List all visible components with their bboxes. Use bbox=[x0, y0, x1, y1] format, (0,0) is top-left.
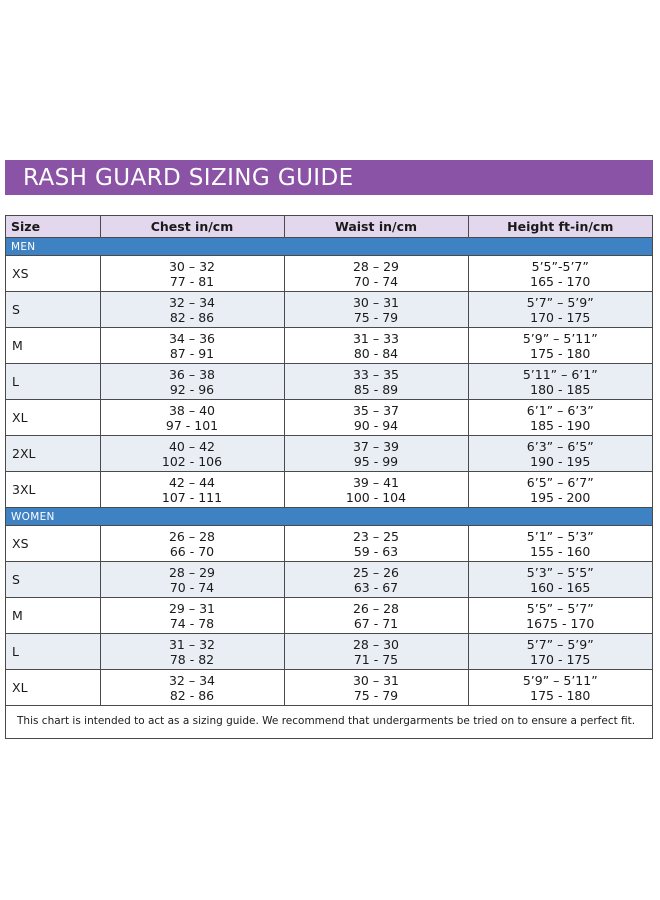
height-cell bbox=[468, 364, 652, 400]
waist-in: 26 – 28 bbox=[352, 600, 399, 616]
waist-in: 30 – 31 bbox=[352, 294, 399, 310]
waist-cell bbox=[284, 256, 468, 292]
chest-in: 26 – 28 bbox=[168, 528, 215, 544]
chest-in: 28 – 29 bbox=[168, 564, 215, 580]
height-cell bbox=[468, 598, 652, 634]
disclaimer-note: This chart is intended to act as a sizing guide. We recommend that undergarments be tried on to ensure a perfect fit. bbox=[17, 715, 636, 727]
chest-cm: 97 - 101 bbox=[165, 417, 219, 433]
chest-cm: 74 - 78 bbox=[169, 615, 215, 631]
height-cm: 180 - 185 bbox=[530, 381, 591, 397]
chest-cm: 107 - 111 bbox=[161, 489, 223, 505]
chest-in: 29 – 31 bbox=[168, 600, 215, 616]
waist-cm: 75 - 79 bbox=[353, 687, 399, 703]
height-cell bbox=[468, 400, 652, 436]
height-cell bbox=[468, 634, 652, 670]
waist-in: 37 – 39 bbox=[352, 438, 399, 454]
chest-in: 32 – 34 bbox=[168, 672, 215, 688]
table-row bbox=[6, 364, 652, 400]
chest-cell bbox=[100, 328, 284, 364]
height-ft-in: 5’1” – 5’3” bbox=[526, 528, 594, 544]
waist-cell bbox=[284, 400, 468, 436]
waist-cm: 80 - 84 bbox=[353, 345, 399, 361]
height-cm: 185 - 190 bbox=[530, 417, 591, 433]
chest-cm: 66 - 70 bbox=[169, 543, 215, 559]
waist-cell bbox=[284, 598, 468, 634]
table-row bbox=[6, 400, 652, 436]
height-ft-in: 5’3” – 5’5” bbox=[526, 564, 594, 580]
height-cell bbox=[468, 292, 652, 328]
waist-cell bbox=[284, 292, 468, 328]
chest-cell bbox=[100, 292, 284, 328]
height-cm: 170 - 175 bbox=[530, 651, 591, 667]
chest-in: 34 – 36 bbox=[168, 330, 215, 346]
waist-cell bbox=[284, 670, 468, 706]
waist-in: 23 – 25 bbox=[352, 528, 399, 544]
column-header-size: Size bbox=[6, 216, 100, 238]
table-row bbox=[6, 328, 652, 364]
table-row bbox=[6, 598, 652, 634]
size-cell: XL bbox=[6, 670, 100, 706]
waist-cm: 90 - 94 bbox=[353, 417, 399, 433]
chest-cm: 70 - 74 bbox=[169, 579, 215, 595]
chest-in: 36 – 38 bbox=[168, 366, 215, 382]
table-row bbox=[6, 472, 652, 508]
header-row bbox=[6, 216, 652, 238]
height-ft-in: 6’3” – 6’5” bbox=[526, 438, 594, 454]
height-cell bbox=[468, 526, 652, 562]
chest-cm: 78 - 82 bbox=[169, 651, 215, 667]
column-header-waist: Waist in/cm bbox=[284, 216, 468, 238]
waist-in: 28 – 29 bbox=[352, 258, 399, 274]
waist-in: 35 – 37 bbox=[352, 402, 399, 418]
chest-cm: 92 - 96 bbox=[169, 381, 215, 397]
section-row-men bbox=[6, 238, 652, 256]
chest-cell bbox=[100, 598, 284, 634]
height-ft-in: 6’1” – 6’3” bbox=[526, 402, 594, 418]
waist-cm: 85 - 89 bbox=[353, 381, 399, 397]
table-row bbox=[6, 562, 652, 598]
size-cell: L bbox=[6, 364, 100, 400]
height-cm: 175 - 180 bbox=[530, 687, 591, 703]
title-banner bbox=[5, 160, 653, 195]
size-cell: S bbox=[6, 292, 100, 328]
height-ft-in: 5’9” – 5’11” bbox=[522, 672, 598, 688]
height-cell bbox=[468, 328, 652, 364]
waist-cell bbox=[284, 634, 468, 670]
size-cell: XS bbox=[6, 256, 100, 292]
chest-in: 38 – 40 bbox=[168, 402, 215, 418]
chest-cm: 77 - 81 bbox=[169, 273, 215, 289]
table-row bbox=[6, 256, 652, 292]
size-cell: M bbox=[6, 598, 100, 634]
size-cell: L bbox=[6, 634, 100, 670]
waist-cell bbox=[284, 526, 468, 562]
chest-cm: 82 - 86 bbox=[169, 309, 215, 325]
height-cm: 195 - 200 bbox=[530, 489, 591, 505]
chest-cell bbox=[100, 400, 284, 436]
size-cell: 2XL bbox=[6, 436, 100, 472]
size-cell: 3XL bbox=[6, 472, 100, 508]
waist-cell bbox=[284, 436, 468, 472]
chest-cm: 87 - 91 bbox=[169, 345, 215, 361]
height-cm: 175 - 180 bbox=[530, 345, 591, 361]
chest-cell bbox=[100, 256, 284, 292]
height-cm: 160 - 165 bbox=[530, 579, 591, 595]
height-ft-in: 5’9” – 5’11” bbox=[522, 330, 598, 346]
chest-cell bbox=[100, 472, 284, 508]
waist-cm: 71 - 75 bbox=[353, 651, 399, 667]
section-label-men: MEN bbox=[6, 238, 652, 256]
size-cell: S bbox=[6, 562, 100, 598]
waist-in: 33 – 35 bbox=[352, 366, 399, 382]
waist-in: 25 – 26 bbox=[352, 564, 399, 580]
waist-cm: 63 - 67 bbox=[353, 579, 399, 595]
waist-cm: 70 - 74 bbox=[353, 273, 399, 289]
height-ft-in: 5’7” – 5’9” bbox=[526, 294, 594, 310]
height-cm: 1675 - 170 bbox=[526, 615, 595, 631]
height-cell bbox=[468, 436, 652, 472]
table-row bbox=[6, 292, 652, 328]
waist-in: 31 – 33 bbox=[352, 330, 399, 346]
waist-cell bbox=[284, 562, 468, 598]
waist-cm: 59 - 63 bbox=[353, 543, 399, 559]
chest-cm: 82 - 86 bbox=[169, 687, 215, 703]
waist-cm: 75 - 79 bbox=[353, 309, 399, 325]
height-cm: 165 - 170 bbox=[530, 273, 591, 289]
chest-cell bbox=[100, 634, 284, 670]
waist-cm: 100 - 104 bbox=[345, 489, 407, 505]
table-row bbox=[6, 436, 652, 472]
table-row bbox=[6, 670, 652, 706]
height-ft-in: 5’11” – 6’1” bbox=[522, 366, 598, 382]
sizing-table-frame bbox=[5, 215, 653, 739]
height-cell bbox=[468, 670, 652, 706]
waist-cell bbox=[284, 472, 468, 508]
height-cm: 190 - 195 bbox=[530, 453, 591, 469]
height-cm: 155 - 160 bbox=[530, 543, 591, 559]
waist-in: 28 – 30 bbox=[352, 636, 399, 652]
height-cm: 170 - 175 bbox=[530, 309, 591, 325]
chest-in: 40 – 42 bbox=[168, 438, 215, 454]
section-label-women: WOMEN bbox=[6, 508, 652, 526]
waist-cm: 67 - 71 bbox=[353, 615, 399, 631]
chest-cell bbox=[100, 364, 284, 400]
waist-in: 39 – 41 bbox=[352, 474, 399, 490]
waist-in: 30 – 31 bbox=[352, 672, 399, 688]
chest-cell bbox=[100, 526, 284, 562]
height-ft-in: 5’7” – 5’9” bbox=[526, 636, 594, 652]
chest-cell bbox=[100, 436, 284, 472]
chest-in: 32 – 34 bbox=[168, 294, 215, 310]
size-cell: XL bbox=[6, 400, 100, 436]
waist-cm: 95 - 99 bbox=[353, 453, 399, 469]
height-cell bbox=[468, 256, 652, 292]
height-ft-in: 5’5”-5’7” bbox=[531, 258, 589, 274]
section-row-women bbox=[6, 508, 652, 526]
sizing-table bbox=[6, 216, 652, 706]
chest-cell bbox=[100, 562, 284, 598]
height-ft-in: 5’5” – 5’7” bbox=[526, 600, 594, 616]
table-row bbox=[6, 526, 652, 562]
column-header-chest: Chest in/cm bbox=[100, 216, 284, 238]
height-cell bbox=[468, 562, 652, 598]
chest-in: 42 – 44 bbox=[168, 474, 215, 490]
page-title: RASH GUARD SIZING GUIDE bbox=[23, 165, 354, 191]
column-header-height: Height ft-in/cm bbox=[468, 216, 652, 238]
chest-cm: 102 - 106 bbox=[161, 453, 223, 469]
chest-in: 31 – 32 bbox=[168, 636, 215, 652]
waist-cell bbox=[284, 364, 468, 400]
waist-cell bbox=[284, 328, 468, 364]
size-cell: XS bbox=[6, 526, 100, 562]
height-cell bbox=[468, 472, 652, 508]
height-ft-in: 6’5” – 6’7” bbox=[526, 474, 594, 490]
chest-in: 30 – 32 bbox=[168, 258, 215, 274]
table-row bbox=[6, 634, 652, 670]
chest-cell bbox=[100, 670, 284, 706]
size-cell: M bbox=[6, 328, 100, 364]
